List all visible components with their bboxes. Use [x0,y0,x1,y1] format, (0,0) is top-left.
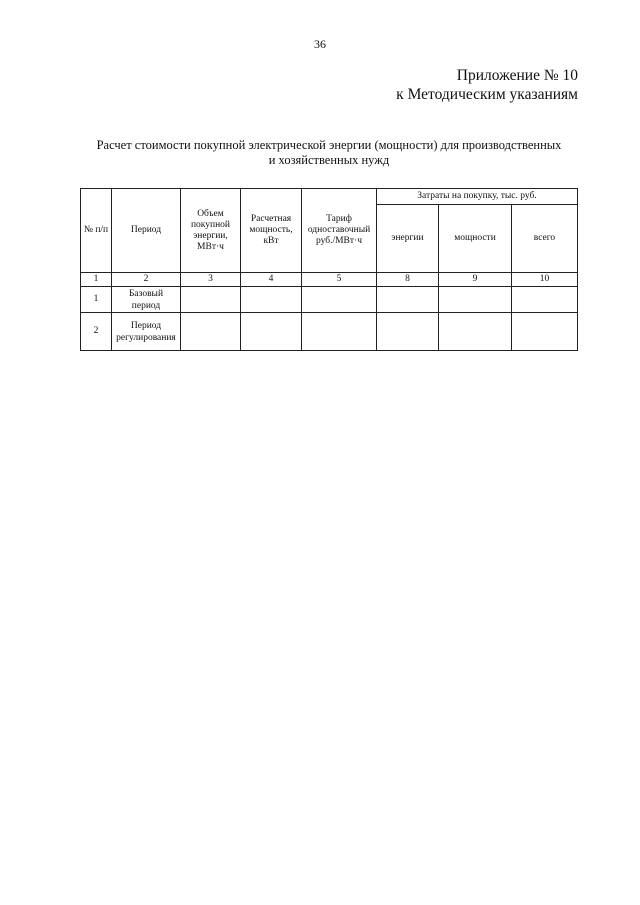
header-costs-group: Затраты на покупку, тыс. руб. [377,189,578,205]
appendix-header [396,66,578,104]
column-number-row [81,273,578,287]
header-energy: энергии [377,205,439,273]
empty-cell [302,287,377,313]
cost-table [80,188,578,351]
empty-cell [302,313,377,351]
column-number: 4 [241,273,302,287]
table-row [81,313,578,351]
empty-cell [241,287,302,313]
header-total: всего [512,205,578,273]
appendix-line-1: Приложение № 10 [456,67,578,84]
column-number: 2 [112,273,181,287]
empty-cell [181,313,241,351]
row-number: 1 [81,287,112,313]
document-title [60,138,598,168]
empty-cell [439,287,512,313]
row-period: Базовый период [112,287,181,313]
header-capacity: Расчетная мощность, кВт [241,189,302,273]
header-num: № п/п [81,189,112,273]
table-row [81,287,578,313]
header-tariff: Тариф одноставочный руб./МВт·ч [302,189,377,273]
row-number: 2 [81,313,112,351]
column-number: 5 [302,273,377,287]
row-period: Период регулирования [112,313,181,351]
title-line-2: и хозяйственных нужд [268,153,390,167]
column-number: 3 [181,273,241,287]
column-number: 10 [512,273,578,287]
empty-cell [241,313,302,351]
column-number: 8 [377,273,439,287]
empty-cell [512,313,578,351]
empty-cell [377,313,439,351]
empty-cell [512,287,578,313]
column-number: 1 [81,273,112,287]
title-line-1: Расчет стоимости покупной электрической энергии (мощности) для производственных [96,138,562,152]
header-volume: Объем покупной энергии, МВт·ч [181,189,241,273]
header-power: мощности [439,205,512,273]
empty-cell [377,287,439,313]
empty-cell [439,313,512,351]
header-period: Период [112,189,181,273]
appendix-line-2: к Методическим указаниям [396,86,578,103]
empty-cell [181,287,241,313]
page-number: 36 [314,37,326,51]
column-number: 9 [439,273,512,287]
